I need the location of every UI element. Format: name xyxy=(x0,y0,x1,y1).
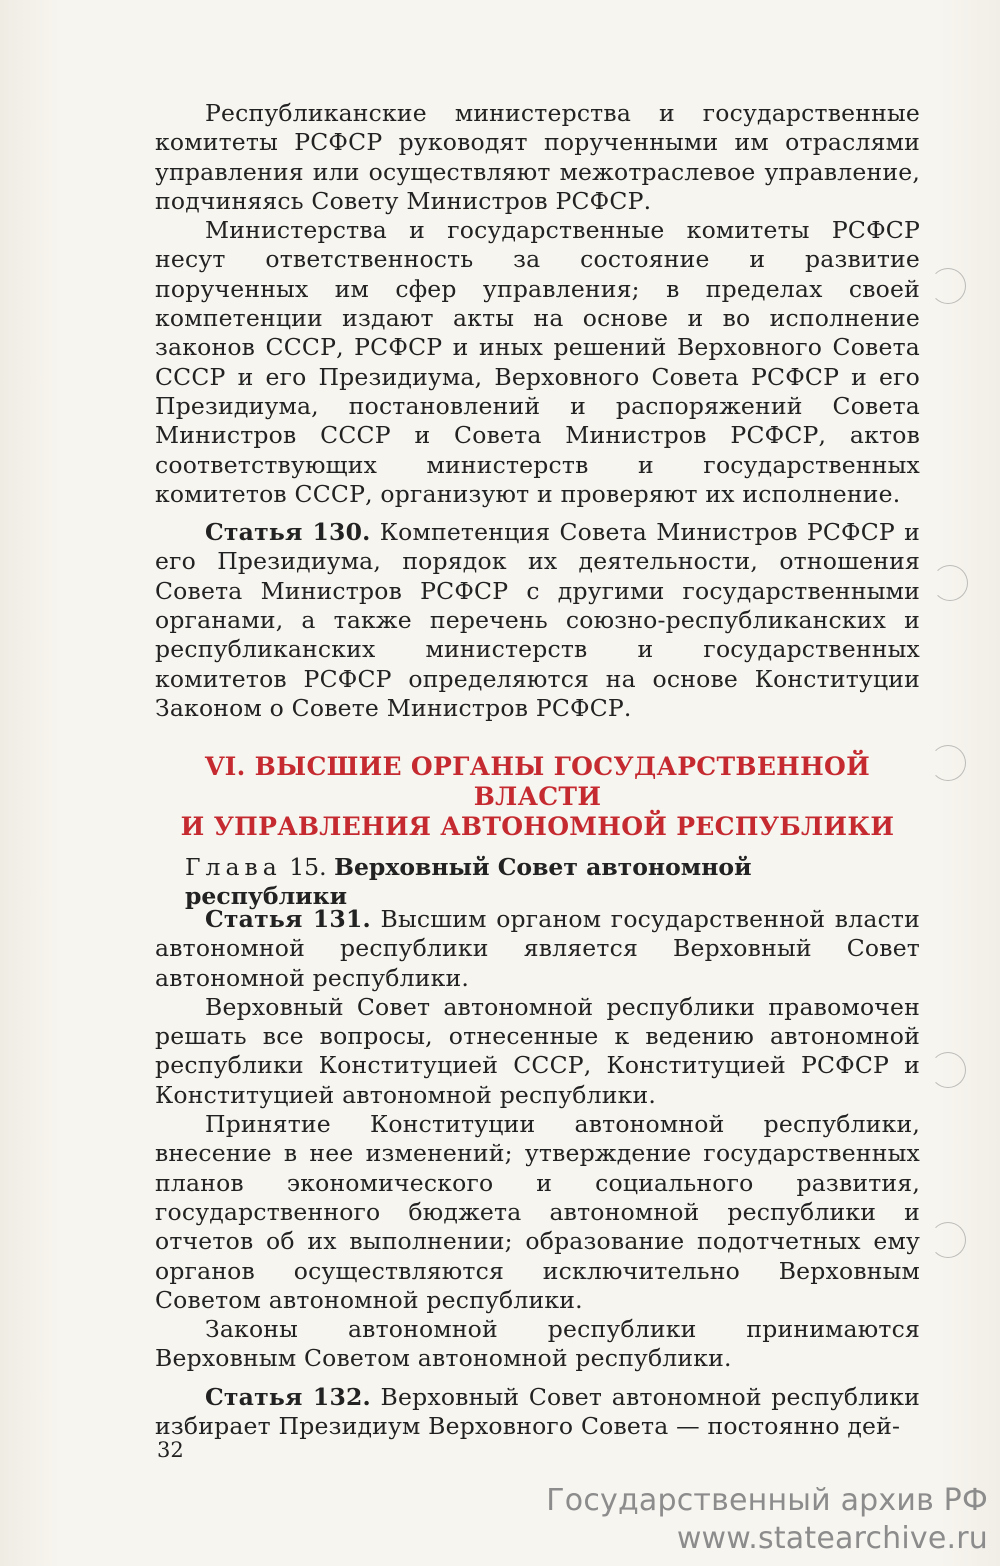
article-130-text: Компетенция Совета Министров РСФСР и его Президиума, порядок их деятельности, отношения Совета Министров РСФСР с другими государственными органами, а также перечень союзно-республиканских и республиканских министерств и государственных комитетов РСФСР определяются на основе Конституции Законом о Совете Министров РСФСР. xyxy=(155,518,920,722)
paragraph-ministries-intro: Республиканские министерства и государственные комитеты РСФСР руководят порученными им отраслями управления или осуществляют межотраслевое управление, подчиняясь Совету Министров РСФСР. xyxy=(155,99,920,215)
chapter-title: Верховный Совет автономной республики xyxy=(185,853,752,910)
section-title-line-1: VI. ВЫСШИЕ ОРГАНЫ ГОСУДАРСТВЕННОЙ ВЛАСТИ xyxy=(204,752,871,811)
paragraph-ministries-responsibility: Министерства и государственные комитеты РСФСР несут ответственность за состояние и развитие порученных им сфер управления; в пределах своей компетенции издают акты на основе и во исполнение законов СССР, РСФСР и иных решений Верховного Совета СССР и его Президиума, Верховного Совета РСФСР и его Президиума, постановлений и распоряжений Совета Министров СССР и Совета Министров РСФСР, актов соответствующих министерств и государственных комитетов СССР, организуют и проверяют их исполнение. xyxy=(155,216,920,508)
article-131-text: Высшим органом государственной власти автономной республики является Верховный Совет автономной республики. xyxy=(155,905,920,992)
punch-hole-mark xyxy=(930,268,966,304)
article-132-label: Статья 132. xyxy=(205,1382,371,1411)
top-text-block xyxy=(155,99,920,723)
chapter-heading xyxy=(185,853,920,911)
article-132-text: Верховный Совет автономной республики избирает Президиум Верховного Совета — постоянно дей- xyxy=(155,1382,920,1441)
article-132 xyxy=(155,1383,920,1442)
watermark-line-1: Государственный архив РФ xyxy=(546,1483,988,1518)
article-131-paragraph-4: Законы автономной республики принимаются Верховным Советом автономной республики. xyxy=(155,1315,920,1373)
chapter-prefix: Глава xyxy=(185,853,282,881)
bottom-text-block xyxy=(155,905,920,1441)
punch-hole-mark xyxy=(930,1222,966,1258)
article-130 xyxy=(155,518,920,723)
watermark-line-2: www.statearchive.ru xyxy=(676,1521,988,1556)
punch-hole-mark xyxy=(930,1052,966,1088)
article-131-label: Статья 131. xyxy=(205,905,371,933)
chapter-number: 15. xyxy=(289,853,327,881)
article-130-label: Статья 130. xyxy=(205,518,371,547)
archive-watermark xyxy=(546,1482,988,1558)
article-131 xyxy=(155,905,920,993)
section-title-line-2: И УПРАВЛЕНИЯ АВТОНОМНОЙ РЕСПУБЛИКИ xyxy=(180,812,895,841)
punch-hole-mark xyxy=(932,565,968,601)
section-title xyxy=(155,752,920,842)
article-131-paragraph-3: Принятие Конституции автономной республики, внесение в нее изменений; утверждение государственных планов экономического и социального развития, государственного бюджета автономной республики и отчетов об их выполнении; образование подотчетных ему органов осуществляются исключительно Верховным Советом автономной республики. xyxy=(155,1110,920,1314)
page-number: 32 xyxy=(157,1438,184,1462)
article-131-paragraph-2: Верховный Совет автономной республики правомочен решать все вопросы, отнесенные к ведению автономной республики Конституцией СССР, Конституцией РСФСР и Конституцией автономной республики. xyxy=(155,992,920,1109)
punch-hole-mark xyxy=(930,745,966,781)
